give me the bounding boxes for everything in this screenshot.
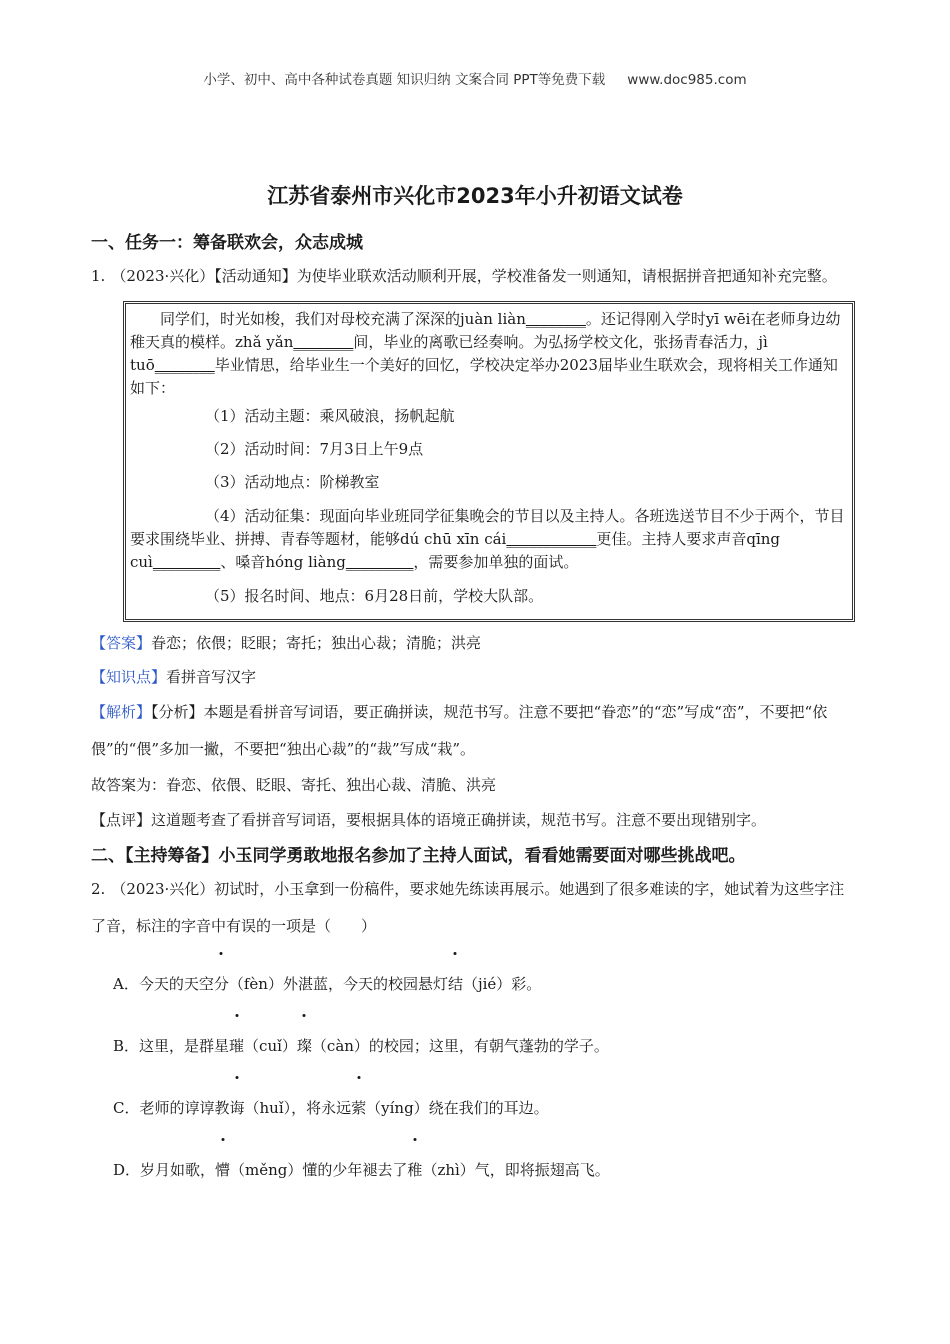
question-2-text: （2023·兴化）初试时，小玉拿到一份稿件，要求她先练读再展示。她遇到了很多难读的字，她试着为这些字注了音，标注的字音中有误的一项是（ ）: [91, 880, 845, 935]
notice-item-1: （1）活动主题：乘风破浪，扬帆起航: [205, 407, 455, 425]
exam-content: [91, 228, 856, 1201]
option-text: （huǐ），将永远: [244, 1099, 352, 1117]
notice-text: （4）活动征集：现面向毕业班同学征集晚会的节目以及主持人。各班选送节目不少于两个，节目要求围绕毕业、拼搏、青春等题材，能够dú chū xīn cái: [130, 507, 845, 548]
option-text: （cuǐ）: [244, 1037, 297, 1055]
knowledge-line: [91, 660, 856, 694]
option-d[interactable]: [113, 1139, 856, 1201]
option-text: （jié）彩。: [462, 975, 542, 993]
question-2-number: 2.: [91, 880, 106, 898]
notice-item-3: （3）活动地点：阶梯教室: [205, 473, 380, 491]
notice-text: 。还记得刚入学时yī wēi在老师身边幼稚天真的模样。zhǎ yǎn: [130, 310, 841, 351]
option-text: （càn）的校园；这里，有朝气蓬勃的学子。: [311, 1037, 609, 1055]
blank-5[interactable]: _________: [152, 553, 221, 571]
dotted-char: 萦: [351, 1077, 366, 1139]
page-title: 江苏省泰州市兴化市2023年小升初语文试卷: [267, 184, 683, 208]
question-2: [91, 871, 856, 945]
dotted-char: 懵: [215, 1139, 230, 1201]
option-a[interactable]: [113, 953, 856, 1015]
option-text: C．老师的谆谆教: [113, 1099, 230, 1117]
dotted-char: 稚: [407, 1139, 422, 1201]
notice-box: [123, 301, 855, 622]
blank-6[interactable]: _________: [345, 553, 414, 571]
notice-text: ，需要参加单独的面试。: [413, 553, 579, 571]
header-text: 小学、初中、高中各种试卷真题 知识归纳 文案合同 PPT等免费下载: [203, 72, 606, 88]
blank-3[interactable]: ________: [154, 356, 215, 374]
question-1-number: 1.: [91, 267, 106, 285]
analysis-tag: 【解析】: [91, 703, 152, 721]
blank-4[interactable]: ____________: [506, 530, 597, 548]
notice-item-4: [130, 505, 848, 574]
knowledge-tag: 【知识点】: [91, 668, 167, 686]
analysis-text: 【分析】本题是看拼音写词语，要正确拼读，规范书写。注意不要把“眷恋”的“恋”写成“峦”，不要把“依偎”的“偎”多加一撇，不要把“独出心裁”的“裁”写成“栽”。: [91, 703, 828, 758]
question-1: [91, 258, 856, 295]
blank-1[interactable]: ________: [525, 310, 586, 328]
dotted-char: 分: [214, 953, 229, 1015]
page-header: [0, 68, 950, 88]
notice-text: 间，毕业的离歌已经奏响。为弘扬学校文化，张扬青春活力，jì tuō: [130, 333, 768, 374]
blank-2[interactable]: ________: [293, 333, 354, 351]
answer-tag: 【答案】: [91, 634, 152, 652]
option-text: （yíng）绕在我们的耳边。: [366, 1099, 549, 1117]
notice-text: 更佳。主持人要求声音qīng cuì: [130, 530, 781, 571]
section-2-heading: 二、【主持筹备】小玉同学勇敢地报名参加了主持人面试，看看她需要面对哪些挑战吧。: [91, 846, 746, 866]
analysis-line: [91, 694, 856, 768]
dotted-char: 璀: [229, 1015, 244, 1077]
option-c[interactable]: [113, 1077, 856, 1139]
answer-text: 眷恋；依偎；眨眼；寄托；独出心裁；清脆；洪亮: [151, 634, 482, 652]
option-text: （zhì）气，即将振翅高飞。: [422, 1161, 610, 1179]
option-b[interactable]: [113, 1015, 856, 1077]
dotted-char: 结: [448, 953, 463, 1015]
option-text: （fèn）外湛蓝，今天的校园悬灯: [228, 975, 448, 993]
header-site-link[interactable]: www.doc985.com: [627, 72, 747, 88]
option-text: A．今天的天空: [113, 975, 214, 993]
option-text: （měng）懂的少年褪去了: [230, 1161, 408, 1179]
notice-item-5: （5）报名时间、地点：6月28日前，学校大队部。: [205, 587, 544, 605]
notice-item-2: （2）活动时间：7月3日上午9点: [205, 440, 424, 458]
comment-line: 【点评】这道题考查了看拼音写词语，要根据具体的语境正确拼读，规范书写。注意不要出现错别字。: [91, 811, 767, 829]
notice-text: 、嗓音hóng liàng: [220, 553, 346, 571]
knowledge-text: 看拼音写汉字: [166, 668, 257, 686]
notice-paragraph: [130, 308, 848, 400]
answer-line: [91, 626, 856, 660]
question-1-text: （2023·兴化）【活动通知】为使毕业联欢活动顺利开展，学校准备发一则通知，请根据拼音把通知补充完整。: [111, 267, 837, 285]
dotted-char: 诲: [229, 1077, 244, 1139]
section-1-heading: 一、任务一：筹备联欢会，众志成城: [91, 233, 363, 253]
notice-text: 同学们，时光如梭，我们对母校充满了深深的juàn liàn: [160, 310, 526, 328]
option-text: D．岁月如歌，: [113, 1161, 216, 1179]
option-text: B．这里，是群星: [113, 1037, 230, 1055]
dotted-char: 璨: [297, 1015, 312, 1077]
conclusion-line: 故答案为：眷恋、依偎、眨眼、寄托、独出心裁、清脆、洪亮: [91, 776, 497, 794]
notice-text: 毕业情思，给毕业生一个美好的回忆，学校决定举办2023届毕业生联欢会，现将相关工作通知如下：: [130, 356, 838, 397]
